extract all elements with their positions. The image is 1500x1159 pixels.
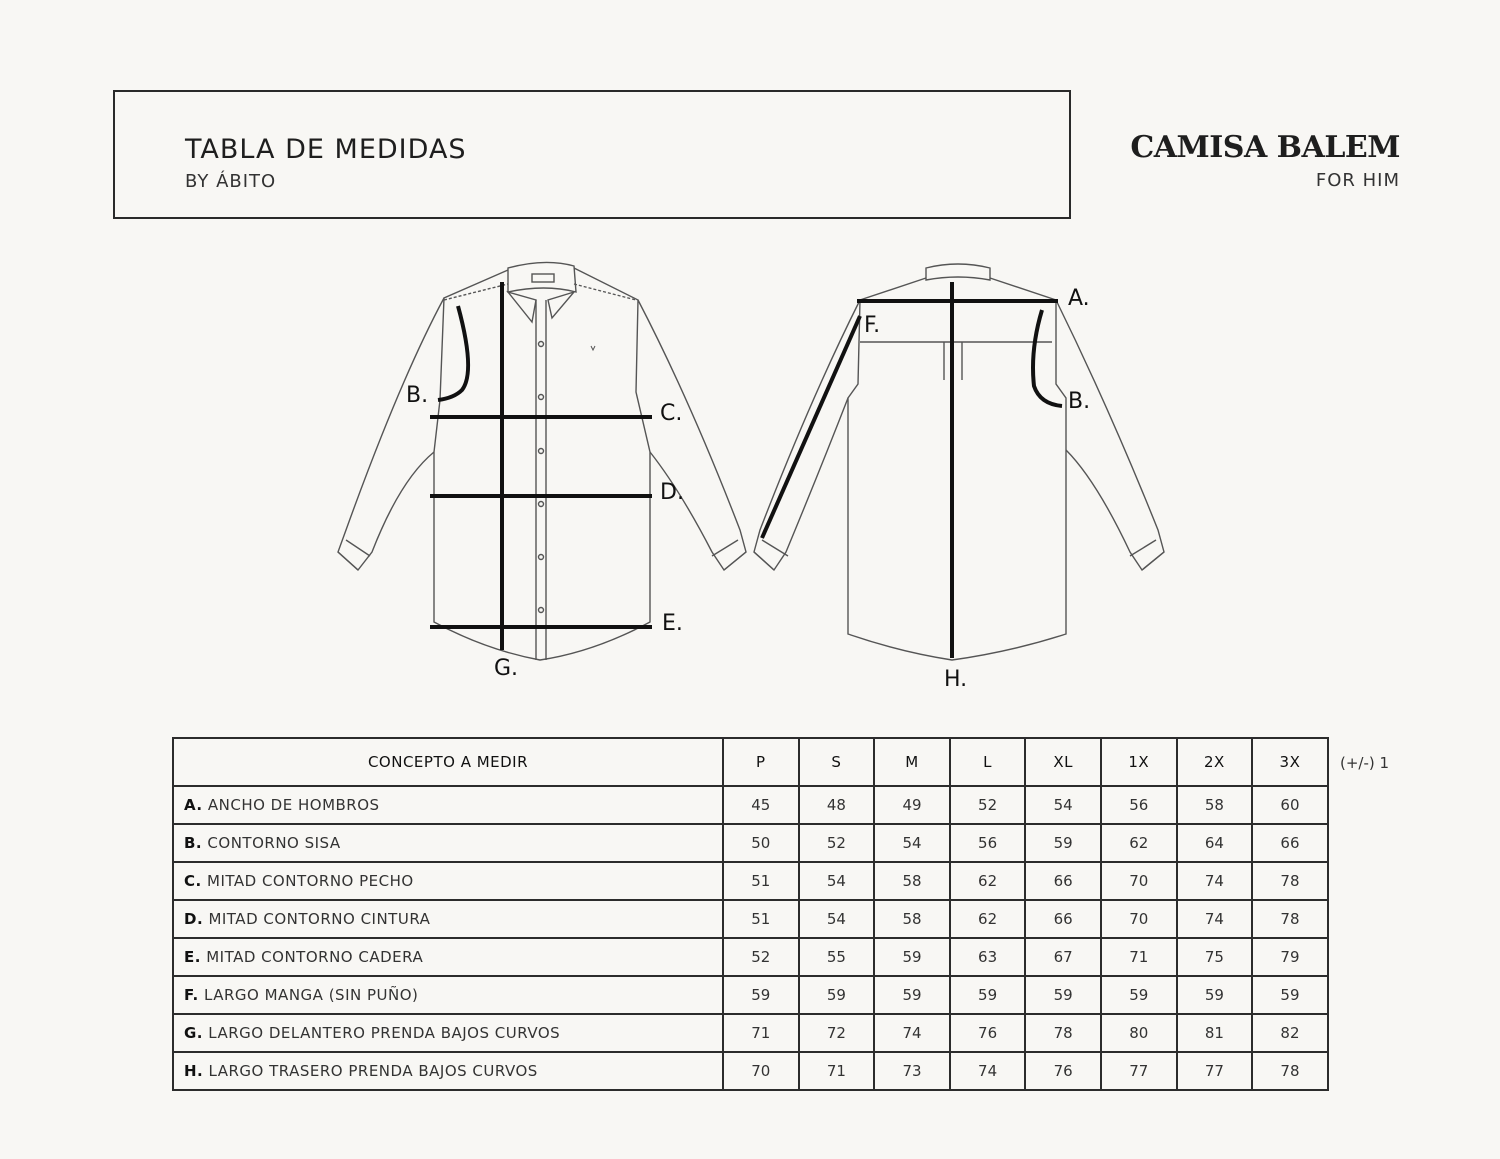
back-label-f: F. (864, 313, 881, 338)
brand-subtitle: BY ÁBITO (185, 171, 277, 192)
measurement-concept-cell (173, 824, 723, 862)
measurement-value-cell: 76 (1025, 1052, 1101, 1090)
measurement-value-cell: 59 (950, 976, 1026, 1014)
measurement-value-cell: 78 (1252, 1052, 1328, 1090)
front-label-b: B. (406, 383, 429, 408)
measurement-value-cell: 81 (1177, 1014, 1253, 1052)
front-measurement-lines (430, 282, 652, 650)
measurement-letter: A. (184, 796, 203, 814)
size-column-header: M (874, 738, 950, 786)
front-label-g: G. (494, 656, 519, 681)
measurement-concept-cell (173, 976, 723, 1014)
measurement-concept-cell (173, 786, 723, 824)
measurement-value-cell: 76 (950, 1014, 1026, 1052)
measurement-value-cell: 51 (723, 862, 799, 900)
measurement-value-cell: 48 (799, 786, 875, 824)
front-label-e: E. (662, 611, 683, 636)
back-shirt-illustration (754, 264, 1164, 660)
measurement-value-cell: 56 (950, 824, 1026, 862)
measurement-value-cell: 55 (799, 938, 875, 976)
measurement-value-cell: 75 (1177, 938, 1253, 976)
back-measurement-lines (762, 282, 1062, 658)
measurement-value-cell: 71 (1101, 938, 1177, 976)
measurement-value-cell: 73 (874, 1052, 950, 1090)
measurement-value-cell: 74 (950, 1052, 1026, 1090)
table-row (173, 976, 1328, 1014)
measurement-value-cell: 58 (1177, 786, 1253, 824)
measurement-value-cell: 74 (1177, 900, 1253, 938)
measurement-value-cell: 78 (1025, 1014, 1101, 1052)
measurement-value-cell: 54 (874, 824, 950, 862)
measurement-value-cell: 45 (723, 786, 799, 824)
measurement-value-cell: 59 (874, 976, 950, 1014)
measurement-label: LARGO DELANTERO PRENDA BAJOS CURVOS (208, 1024, 561, 1042)
product-name: CAMISA BALEM (1130, 130, 1400, 165)
measurement-value-cell: 70 (1101, 862, 1177, 900)
measurement-value-cell: 64 (1177, 824, 1253, 862)
measurement-value-cell: 66 (1252, 824, 1328, 862)
back-label-b: B. (1068, 389, 1091, 414)
measurement-value-cell: 78 (1252, 862, 1328, 900)
table-header-row (173, 738, 1328, 786)
measurement-value-cell: 77 (1101, 1052, 1177, 1090)
measurement-label: LARGO MANGA (SIN PUÑO) (204, 986, 419, 1004)
measurement-label: MITAD CONTORNO CADERA (206, 948, 424, 966)
measurement-value-cell: 72 (799, 1014, 875, 1052)
page-title: TABLA DE MEDIDAS (185, 134, 467, 165)
front-shirt-illustration (338, 262, 746, 660)
table-row (173, 862, 1328, 900)
measurement-value-cell: 74 (874, 1014, 950, 1052)
measurement-value-cell: 54 (799, 900, 875, 938)
measurement-value-cell: 59 (1101, 976, 1177, 1014)
measurement-value-cell: 66 (1025, 900, 1101, 938)
measurement-value-cell: 60 (1252, 786, 1328, 824)
measurement-value-cell: 54 (799, 862, 875, 900)
table-row (173, 1014, 1328, 1052)
table-row (173, 938, 1328, 976)
measurement-value-cell: 59 (799, 976, 875, 1014)
back-label-h: H. (944, 667, 968, 692)
measurement-letter: D. (184, 910, 204, 928)
measurement-value-cell: 74 (1177, 862, 1253, 900)
measurement-value-cell: 70 (1101, 900, 1177, 938)
table-row (173, 786, 1328, 824)
measurement-value-cell: 79 (1252, 938, 1328, 976)
measurement-value-cell: 59 (1177, 976, 1253, 1014)
front-label-c: C. (660, 401, 683, 426)
measurement-value-cell: 54 (1025, 786, 1101, 824)
size-column-header: S (799, 738, 875, 786)
tolerance-note: (+/-) 1 (1340, 754, 1390, 772)
measurement-value-cell: 58 (874, 862, 950, 900)
measurement-value-cell: 51 (723, 900, 799, 938)
size-chart-table (172, 737, 1329, 1091)
size-column-header: XL (1025, 738, 1101, 786)
measurement-letter: E. (184, 948, 201, 966)
back-label-a: A. (1068, 286, 1090, 311)
measurement-value-cell: 62 (950, 862, 1026, 900)
measurement-value-cell: 59 (1252, 976, 1328, 1014)
product-subtitle: FOR HIM (1315, 170, 1400, 191)
measurement-value-cell: 59 (1025, 824, 1101, 862)
measurement-concept-cell (173, 1014, 723, 1052)
measurement-concept-cell (173, 900, 723, 938)
measurement-label: CONTORNO SISA (207, 834, 341, 852)
measurement-value-cell: 59 (723, 976, 799, 1014)
table-row (173, 824, 1328, 862)
measurement-letter: B. (184, 834, 203, 852)
measurement-value-cell: 50 (723, 824, 799, 862)
measurement-value-cell: 56 (1101, 786, 1177, 824)
measurement-value-cell: 59 (874, 938, 950, 976)
measurement-value-cell: 63 (950, 938, 1026, 976)
front-label-d: D. (660, 480, 684, 505)
measurement-value-cell: 80 (1101, 1014, 1177, 1052)
measurement-value-cell: 58 (874, 900, 950, 938)
measurement-letter: C. (184, 872, 202, 890)
size-column-header: 2X (1177, 738, 1253, 786)
measurement-concept-cell (173, 938, 723, 976)
measurement-letter: F. (184, 986, 199, 1004)
measurement-value-cell: 52 (799, 824, 875, 862)
measurement-label: MITAD CONTORNO CINTURA (208, 910, 431, 928)
measurement-value-cell: 78 (1252, 900, 1328, 938)
measurement-value-cell: 66 (1025, 862, 1101, 900)
measurement-value-cell: 52 (950, 786, 1026, 824)
measurement-value-cell: 82 (1252, 1014, 1328, 1052)
measurement-value-cell: 62 (1101, 824, 1177, 862)
measurement-value-cell: 62 (950, 900, 1026, 938)
measurement-label: MITAD CONTORNO PECHO (207, 872, 414, 890)
measurement-value-cell: 71 (799, 1052, 875, 1090)
measurement-concept-cell (173, 862, 723, 900)
measurement-value-cell: 67 (1025, 938, 1101, 976)
measurement-value-cell: 77 (1177, 1052, 1253, 1090)
measurement-letter: G. (184, 1024, 204, 1042)
measurement-value-cell: 70 (723, 1052, 799, 1090)
measurement-concept-cell (173, 1052, 723, 1090)
concept-column-header: CONCEPTO A MEDIR (173, 738, 723, 786)
measurement-label: LARGO TRASERO PRENDA BAJOS CURVOS (208, 1062, 538, 1080)
measurement-value-cell: 71 (723, 1014, 799, 1052)
size-column-header: P (723, 738, 799, 786)
table-row (173, 900, 1328, 938)
table-row (173, 1052, 1328, 1090)
measurement-value-cell: 59 (1025, 976, 1101, 1014)
measurement-value-cell: 52 (723, 938, 799, 976)
measurement-label: ANCHO DE HOMBROS (207, 796, 380, 814)
size-column-header: 1X (1101, 738, 1177, 786)
measurement-value-cell: 49 (874, 786, 950, 824)
measurement-letter: H. (184, 1062, 204, 1080)
size-column-header: L (950, 738, 1026, 786)
size-column-header: 3X (1252, 738, 1328, 786)
